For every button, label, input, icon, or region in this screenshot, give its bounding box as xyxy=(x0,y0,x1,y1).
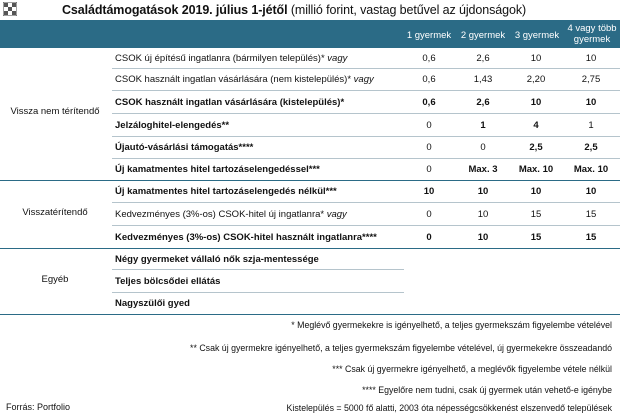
cell-value: 2,5 xyxy=(529,142,543,153)
cell-value: 0 xyxy=(480,142,486,153)
row-label: Nagyszülői gyed xyxy=(115,298,190,309)
table-header xyxy=(0,20,620,48)
cell-value: 0 xyxy=(426,142,432,153)
row-label: Új kamatmentes hitel tartozáselengedés nélkül*** xyxy=(115,186,337,197)
cell-value: 10 xyxy=(585,53,597,64)
cell-value: 1 xyxy=(480,120,486,131)
cell-value: 0 xyxy=(426,209,432,220)
page-title: Családtámogatások 2019. július 1-jétől (millió forint, vastag betűvel az újdonságok) xyxy=(62,3,527,17)
cell-value: 0 xyxy=(426,120,432,131)
row-label: CSOK használt ingatlan vásárlására (nem kistelepülés)* vagy xyxy=(115,74,374,85)
cell-value: 10 xyxy=(530,97,542,108)
row-label: Jelzáloghitel-elengedés** xyxy=(115,120,230,131)
cell-value: 10 xyxy=(585,97,597,108)
cell-value: 10 xyxy=(530,186,542,197)
row-label: Teljes bölcsődei ellátás xyxy=(115,276,221,287)
row-divider xyxy=(112,202,620,203)
footnote-4: **** Egyelőre nem tudni, csak új gyermek után vehető-e igénybe xyxy=(362,385,612,395)
column-header-2: 2 gyermek xyxy=(460,30,506,41)
row-label: CSOK új építésű ingatlanra (bármilyen település)* vagy xyxy=(115,53,348,64)
footnote-3: *** Csak új gyermekre igényelhető, a meglévők figyelembe vétele nélkül xyxy=(332,364,612,374)
column-header-1: 1 gyermek xyxy=(406,30,452,41)
cell-value: 1 xyxy=(588,120,594,131)
row-divider xyxy=(112,136,620,137)
cell-value: 2,20 xyxy=(526,74,546,85)
cell-value: 15 xyxy=(530,232,542,243)
cell-value: 15 xyxy=(585,209,597,220)
footnote-1: * Meglévő gyermekekre is igényelhető, a teljes gyermekszám figyelembe vételével xyxy=(291,320,612,330)
footnote-2: ** Csak új gyermekre igényelhető, a teljes gyermekszám figyelembe vételével, új gyermekekre összeadandó xyxy=(190,343,612,353)
row-divider xyxy=(112,158,620,159)
row-divider xyxy=(112,90,620,91)
group-divider xyxy=(0,248,620,249)
cell-value: 0 xyxy=(426,164,432,175)
row-label: Kedvezményes (3%-os) CSOK-hitel új ingatlanra* vagy xyxy=(115,209,347,220)
cell-value: Max. 10 xyxy=(518,164,554,175)
cell-value: 15 xyxy=(530,209,542,220)
cell-value: 0 xyxy=(426,232,432,243)
group-label-nonrefundable: Vissza nem térítendő xyxy=(10,106,100,117)
row-label: Újautó-vásárlási támogatás**** xyxy=(115,142,254,153)
column-header-3: 3 gyermek xyxy=(514,30,560,41)
row-divider xyxy=(112,68,620,69)
cell-value: 1,43 xyxy=(473,74,493,85)
cell-value: 2,6 xyxy=(476,97,490,108)
cell-value: 10 xyxy=(585,186,597,197)
row-label: CSOK használt ingatlan vásárlására (kistelepülés)* xyxy=(115,97,345,108)
title-bar xyxy=(0,0,620,20)
row-label: Négy gyermeket vállaló nők szja-mentessége xyxy=(115,254,319,265)
row-divider xyxy=(112,113,620,114)
source-credit: Forrás: Portfolio xyxy=(6,402,71,412)
checkered-logo-icon xyxy=(3,2,17,16)
cell-value: 2,5 xyxy=(584,142,598,153)
cell-value: Max. 3 xyxy=(468,164,498,175)
cell-value: 10 xyxy=(477,186,489,197)
footnote-5: Kistelepülés = 5000 fő alatti, 2003 óta népességcsökkenést elszenvedő települések xyxy=(286,403,612,413)
row-divider xyxy=(112,292,404,293)
column-header-4: 4 vagy több gyermek xyxy=(567,23,617,45)
cell-value: 2,6 xyxy=(476,53,490,64)
cell-value: 2,75 xyxy=(581,74,601,85)
row-label: Új kamatmentes hitel tartozáselengedéssel*** xyxy=(115,164,320,175)
cell-value: 15 xyxy=(585,232,597,243)
group-label-other: Egyéb xyxy=(41,274,69,285)
row-divider xyxy=(112,269,404,270)
cell-value: 10 xyxy=(477,232,489,243)
group-label-refundable: Visszatérítendő xyxy=(22,207,88,218)
cell-value: Max. 10 xyxy=(573,164,609,175)
cell-value: 10 xyxy=(423,186,435,197)
row-divider xyxy=(112,225,620,226)
table-bottom-border xyxy=(0,314,620,315)
group-divider xyxy=(0,180,620,181)
cell-value: 4 xyxy=(533,120,539,131)
row-label: Kedvezményes (3%-os) CSOK-hitel használt ingatlanra**** xyxy=(115,232,377,243)
cell-value: 0,6 xyxy=(422,53,436,64)
cell-value: 0,6 xyxy=(422,74,436,85)
cell-value: 0,6 xyxy=(422,97,436,108)
cell-value: 10 xyxy=(477,209,489,220)
cell-value: 10 xyxy=(530,53,542,64)
